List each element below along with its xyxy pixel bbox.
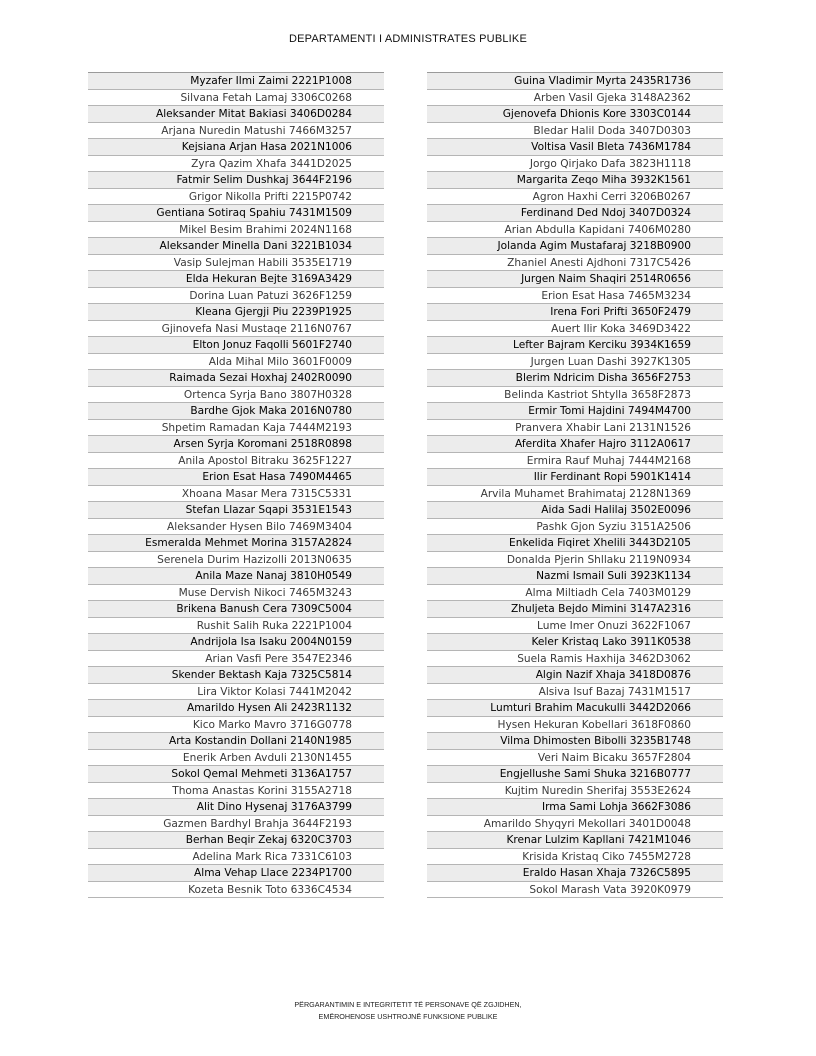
list-item: Aida Sadi Halilaj 3502E0096	[427, 502, 723, 519]
list-item: Andrijola Isa Isaku 2004N0159	[88, 634, 384, 651]
list-item: Pranvera Xhabir Lani 2131N1526	[427, 420, 723, 437]
list-item: Arsen Syrja Koromani 2518R0898	[88, 436, 384, 453]
list-item: Kujtim Nuredin Sherifaj 3553E2624	[427, 783, 723, 800]
list-item: Alda Mihal Milo 3601F0009	[88, 354, 384, 371]
list-item: Margarita Zeqo Miha 3932K1561	[427, 172, 723, 189]
list-item: Zyra Qazim Xhafa 3441D2025	[88, 156, 384, 173]
list-item: Enkelida Fiqiret Xhelili 3443D2105	[427, 535, 723, 552]
list-item: Esmeralda Mehmet Morina 3157A2824	[88, 535, 384, 552]
list-item: Krisida Kristaq Ciko 7455M2728	[427, 849, 723, 866]
page-footer	[0, 999, 816, 1023]
list-item: Arian Vasfi Pere 3547E2346	[88, 651, 384, 668]
list-item: Erion Esat Hasa 7490M4465	[88, 469, 384, 486]
list-item: Serenela Durim Hazizolli 2013N0635	[88, 552, 384, 569]
list-item: Jorgo Qirjako Dafa 3823H1118	[427, 156, 723, 173]
list-item: Kleana Gjergji Piu 2239P1925	[88, 304, 384, 321]
footer-line-2: EMËROHENOSE USHTROJNË FUNKSIONE PUBLIKE	[318, 1012, 498, 1021]
list-item: Lira Viktor Kolasi 7441M2042	[88, 684, 384, 701]
list-item: Belinda Kastriot Shtylla 3658F2873	[427, 387, 723, 404]
list-item: Arta Kostandin Dollani 2140N1985	[88, 733, 384, 750]
list-item: Rushit Salih Ruka 2221P1004	[88, 618, 384, 635]
list-item: Silvana Fetah Lamaj 3306C0268	[88, 90, 384, 107]
list-item: Grigor Nikolla Prifti 2215P0742	[88, 189, 384, 206]
page-title: DEPARTAMENTI I ADMINISTRATES PUBLIKE	[288, 33, 528, 45]
list-item: Alsiva Isuf Bazaj 7431M1517	[427, 684, 723, 701]
list-item: Ermir Tomi Hajdini 7494M4700	[427, 403, 723, 420]
list-item: Kozeta Besnik Toto 6336C4534	[88, 882, 384, 899]
list-item: Sokol Qemal Mehmeti 3136A1757	[88, 766, 384, 783]
list-item: Zhaniel Anesti Ajdhoni 7317C5426	[427, 255, 723, 272]
list-item: Vilma Dhimosten Bibolli 3235B1748	[427, 733, 723, 750]
list-item: Gjinovefa Nasi Mustaqe 2116N0767	[88, 321, 384, 338]
list-item: Algin Nazif Xhaja 3418D0876	[427, 667, 723, 684]
list-item: Ilir Ferdinant Ropi 5901K1414	[427, 469, 723, 486]
list-item: Kejsiana Arjan Hasa 2021N1006	[88, 139, 384, 156]
list-item: Gazmen Bardhyl Brahja 3644F2193	[88, 816, 384, 833]
list-item: Lumturi Brahim Macukulli 3442D2066	[427, 700, 723, 717]
list-item: Engjellushe Sami Shuka 3216B0777	[427, 766, 723, 783]
list-item: Veri Naim Bicaku 3657F2804	[427, 750, 723, 767]
list-item: Nazmi Ismail Suli 3923K1134	[427, 568, 723, 585]
list-item: Guina Vladimir Myrta 2435R1736	[427, 73, 723, 90]
list-item: Agron Haxhi Cerri 3206B0267	[427, 189, 723, 206]
list-item: Alit Dino Hysenaj 3176A3799	[88, 799, 384, 816]
list-item: Elda Hekuran Bejte 3169A3429	[88, 271, 384, 288]
list-item: Alma Vehap Llace 2234P1700	[88, 865, 384, 882]
list-item: Keler Kristaq Lako 3911K0538	[427, 634, 723, 651]
list-item: Mikel Besim Brahimi 2024N1168	[88, 222, 384, 239]
list-item: Amarildo Shyqyri Mekollari 3401D0048	[427, 816, 723, 833]
list-item: Hysen Hekuran Kobellari 3618F0860	[427, 717, 723, 734]
left-name-list	[88, 72, 384, 898]
list-item: Erion Esat Hasa 7465M3234	[427, 288, 723, 305]
list-item: Myzafer Ilmi Zaimi 2221P1008	[88, 73, 384, 90]
list-item: Gjenovefa Dhionis Kore 3303C0144	[427, 106, 723, 123]
list-item: Amarildo Hysen Ali 2423R1132	[88, 700, 384, 717]
list-item: Thoma Anastas Korini 3155A2718	[88, 783, 384, 800]
list-item: Jolanda Agim Mustafaraj 3218B0900	[427, 238, 723, 255]
list-item: Irma Sami Lohja 3662F3086	[427, 799, 723, 816]
list-item: Pashk Gjon Syziu 3151A2506	[427, 519, 723, 536]
list-item: Aleksander Mitat Bakiasi 3406D0284	[88, 106, 384, 123]
list-item: Aleksander Hysen Bilo 7469M3404	[88, 519, 384, 536]
list-item: Ferdinand Ded Ndoj 3407D0324	[427, 205, 723, 222]
list-item: Jurgen Luan Dashi 3927K1305	[427, 354, 723, 371]
list-item: Donalda Pjerin Shllaku 2119N0934	[427, 552, 723, 569]
list-item: Suela Ramis Haxhija 3462D3062	[427, 651, 723, 668]
list-item: Gentiana Sotiraq Spahiu 7431M1509	[88, 205, 384, 222]
list-item: Vasip Sulejman Habili 3535E1719	[88, 255, 384, 272]
list-item: Krenar Lulzim Kapllani 7421M1046	[427, 832, 723, 849]
list-item: Lefter Bajram Kerciku 3934K1659	[427, 337, 723, 354]
list-item: Auert Ilir Koka 3469D3422	[427, 321, 723, 338]
list-item: Zhuljeta Bejdo Mimini 3147A2316	[427, 601, 723, 618]
list-item: Arvila Muhamet Brahimataj 2128N1369	[427, 486, 723, 503]
list-item: Stefan Llazar Sqapi 3531E1543	[88, 502, 384, 519]
list-item: Ermira Rauf Muhaj 7444M2168	[427, 453, 723, 470]
list-item: Raimada Sezai Hoxhaj 2402R0090	[88, 370, 384, 387]
list-item: Shpetim Ramadan Kaja 7444M2193	[88, 420, 384, 437]
list-item: Irena Fori Prifti 3650F2479	[427, 304, 723, 321]
list-item: Elton Jonuz Faqolli 5601F2740	[88, 337, 384, 354]
list-item: Alma Miltiadh Cela 7403M0129	[427, 585, 723, 602]
list-item: Arjana Nuredin Matushi 7466M3257	[88, 123, 384, 140]
right-name-list	[427, 72, 723, 898]
list-item: Berhan Beqir Zekaj 6320C3703	[88, 832, 384, 849]
list-item: Aferdita Xhafer Hajro 3112A0617	[427, 436, 723, 453]
list-item: Arian Abdulla Kapidani 7406M0280	[427, 222, 723, 239]
footer-line-1: PËRGARANTIMIN E INTEGRITETIT TË PERSONAVE QË ZGJIDHEN,	[294, 1000, 522, 1009]
list-item: Xhoana Masar Mera 7315C5331	[88, 486, 384, 503]
list-item: Enerik Arben Avduli 2130N1455	[88, 750, 384, 767]
list-item: Aleksander Minella Dani 3221B1034	[88, 238, 384, 255]
list-item: Kico Marko Mavro 3716G0778	[88, 717, 384, 734]
list-item: Jurgen Naim Shaqiri 2514R0656	[427, 271, 723, 288]
list-item: Lume Imer Onuzi 3622F1067	[427, 618, 723, 635]
list-item: Arben Vasil Gjeka 3148A2362	[427, 90, 723, 107]
list-item: Ortenca Syrja Bano 3807H0328	[88, 387, 384, 404]
list-item: Bardhe Gjok Maka 2016N0780	[88, 403, 384, 420]
list-item: Anila Maze Nanaj 3810H0549	[88, 568, 384, 585]
list-item: Blerim Ndricim Disha 3656F2753	[427, 370, 723, 387]
list-item: Dorina Luan Patuzi 3626F1259	[88, 288, 384, 305]
list-item: Adelina Mark Rica 7331C6103	[88, 849, 384, 866]
list-item: Eraldo Hasan Xhaja 7326C5895	[427, 865, 723, 882]
list-item: Voltisa Vasil Bleta 7436M1784	[427, 139, 723, 156]
list-item: Bledar Halil Doda 3407D0303	[427, 123, 723, 140]
list-item: Skender Bektash Kaja 7325C5814	[88, 667, 384, 684]
list-item: Fatmir Selim Dushkaj 3644F2196	[88, 172, 384, 189]
list-item: Sokol Marash Vata 3920K0979	[427, 882, 723, 899]
list-item: Anila Apostol Bitraku 3625F1227	[88, 453, 384, 470]
list-item: Muse Dervish Nikoci 7465M3243	[88, 585, 384, 602]
list-item: Brikena Banush Cera 7309C5004	[88, 601, 384, 618]
